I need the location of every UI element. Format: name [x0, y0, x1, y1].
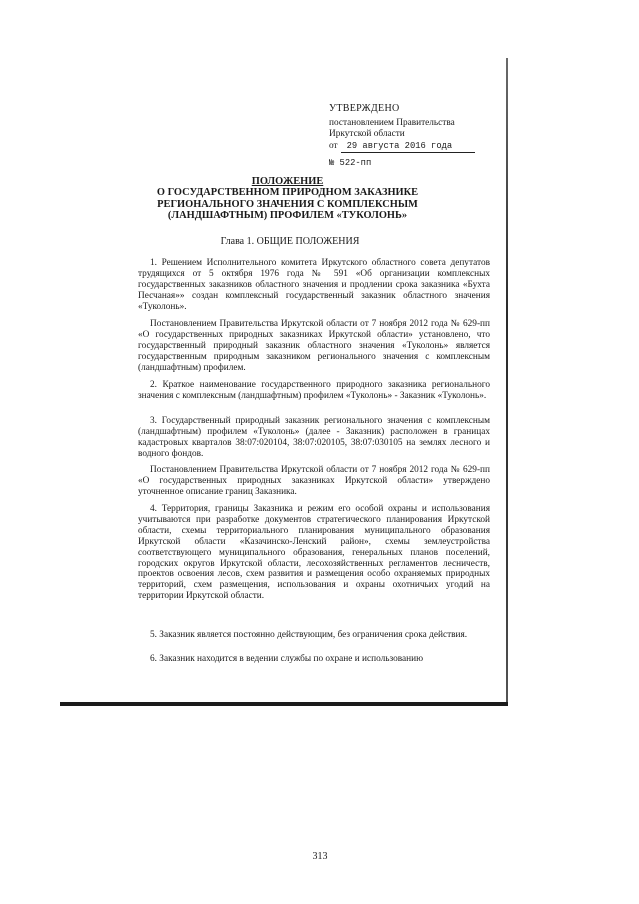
- approval-heading: УТВЕРЖДЕНО: [329, 103, 400, 114]
- approval-number: № 522-пп: [329, 158, 372, 169]
- title-line-4: (ЛАНДШАФТНЫМ) ПРОФИЛЕМ «ТУКОЛОНЬ»: [167, 209, 408, 221]
- paragraph-3: 2. Краткое наименование государственного природного заказника регионального значения с комплексным (ландшафтным) профилем «Туколонь» - Заказник «Туколонь».: [138, 380, 490, 401]
- title-line-2: О ГОСУДАРСТВЕННОМ ПРИРОДНОМ ЗАКАЗНИКЕ: [156, 187, 419, 199]
- approval-stamp: [329, 103, 499, 170]
- paragraph-1: 1. Решением Исполнительного комитета Иркутского областного совета депутатов трудящихся от 5 октября 1976 года № 591 «Об организации комплексных государственных заказников областного значения и продлении срока заказника «Бухта Песчаная»» создан комплексный государственный заказник областного значения «Туколонь».: [138, 258, 490, 312]
- paragraph-5: Постановлением Правительства Иркутской области от 7 ноября 2012 года № 629-пп «О государственных природных заказниках Иркутской области» утверждено уточненное описание границ Заказника.: [138, 465, 490, 497]
- scan-right-border: [506, 58, 508, 706]
- document-title: [140, 176, 435, 221]
- chapter-heading: Глава 1. ОБЩИЕ ПОЛОЖЕНИЯ: [220, 236, 360, 247]
- approval-date-value: 29 августа 2016 года: [341, 141, 475, 154]
- paragraph-6: 4. Территория, границы Заказника и режим его особой охраны и использования учитываются при разработке документов стратегического планирования Иркутской области, схемы территориального планирования муниципального образования Иркутской области «Казачинско-Ленский район», схемы землеустройства соответствующего муниципального образования, генеральных планов поселений, городских округов Иркутской области, лесохозяйственных регламентов лесничеств, проектов освоения лесов, схем развития и размещения особо охраняемых природных территорий, схем размещения, использования и охраны охотничьих угодий на территории Иркутской области.: [138, 504, 490, 602]
- scan-bottom-border: [60, 702, 508, 706]
- paragraph-2: Постановлением Правительства Иркутской области от 7 ноября 2012 года № 629-пп «О государственных природных заказниках Иркутской области» установлено, что государственный природный заказник областного значения «Туколонь» является государственным природным заказником регионального значения с комплексным (ландшафтным) профилем.: [138, 319, 490, 373]
- paragraph-8: 6. Заказник находится в ведении службы по охране и использованию: [150, 654, 424, 664]
- page-number: 313: [312, 851, 328, 862]
- title-line-3: РЕГИОНАЛЬНОГО ЗНАЧЕНИЯ С КОМПЛЕКСНЫМ: [157, 198, 418, 210]
- paragraph-4: 3. Государственный природный заказник регионального значения с комплексным (ландшафтным) профилем «Туколонь» (далее - Заказник) расположен в границах кадастровых кварталов 38:07:020104, 38:07:020105, 38:07:030105 на землях лесного и водного фондов.: [138, 416, 490, 459]
- approval-line-1: постановлением Правительства: [329, 117, 455, 128]
- paragraph-7: 5. Заказник является постоянно действующим, без ограничения срока действия.: [150, 630, 468, 640]
- title-line-1: ПОЛОЖЕНИЕ: [251, 176, 324, 187]
- approval-date-prefix: от: [329, 140, 338, 151]
- approval-line-2: Иркутской области: [329, 129, 405, 140]
- approval-date-line: [329, 141, 499, 154]
